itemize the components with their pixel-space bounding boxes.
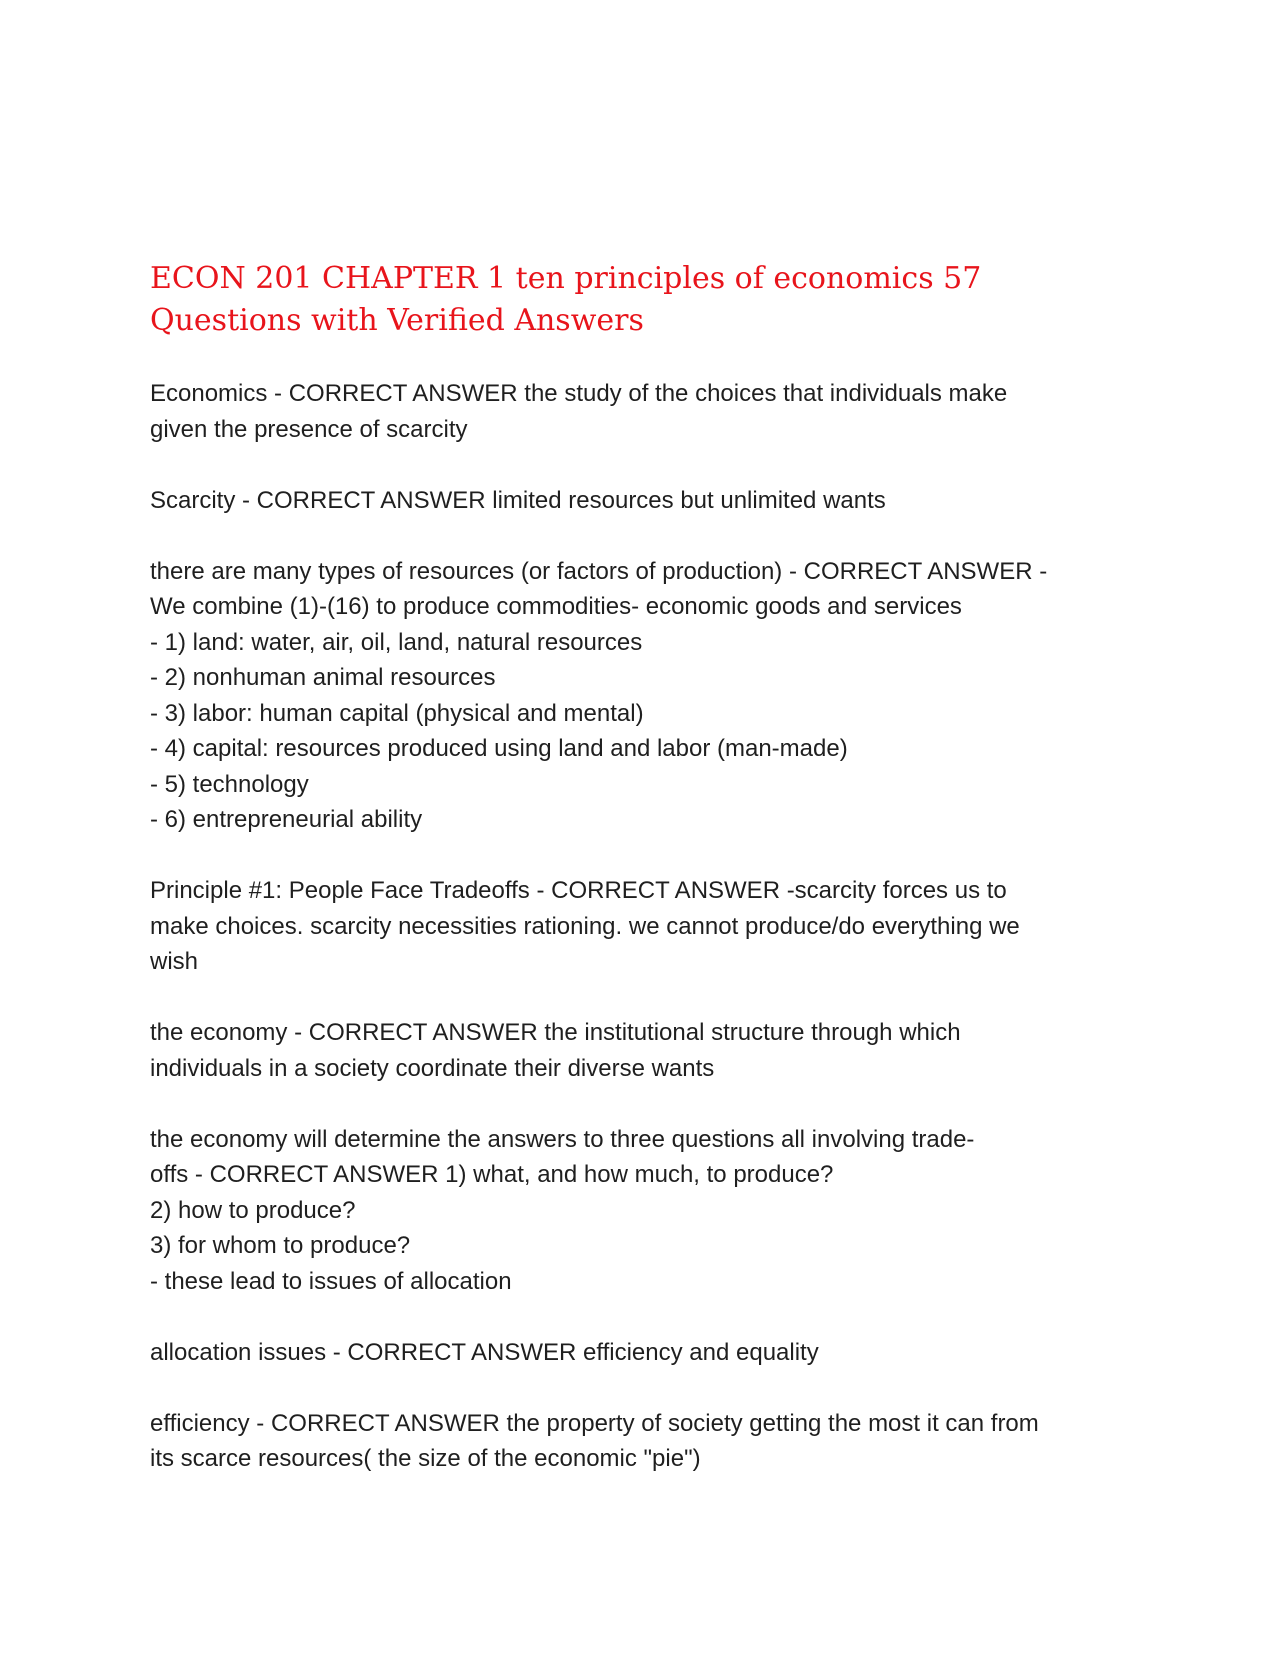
qa-entry-scarcity <box>150 483 1130 519</box>
text-line: Principle #1: People Face Tradeoffs - CORRECT ANSWER -scarcity forces us to <box>150 877 1007 904</box>
text-line: efficiency - CORRECT ANSWER the property of society getting the most it can from <box>150 1409 1039 1437</box>
text-line: individuals in a society coordinate their diverse wants <box>150 1054 715 1082</box>
text-line: - 6) entrepreneurial ability <box>150 806 423 833</box>
text-line: - 2) nonhuman animal resources <box>150 664 496 691</box>
text-line: - these lead to issues of allocation <box>150 1267 512 1295</box>
text-line: - 1) land: water, air, oil, land, natural resources <box>150 628 643 656</box>
text-line: We combine (1)-(16) to produce commodities- economic goods and services <box>150 593 962 620</box>
text-line: there are many types of resources (or factors of production) - CORRECT ANSWER - <box>150 557 1048 585</box>
text-line: make choices. scarcity necessities rationing. we cannot produce/do everything we <box>150 912 1020 940</box>
text-line: - 4) capital: resources produced using land and labor (man-made) <box>150 735 848 762</box>
text-line: allocation issues - CORRECT ANSWER efficiency and equality <box>150 1338 819 1366</box>
qa-entry-three-questions <box>150 1122 1130 1300</box>
text-line: its scarce resources( the size of the economic "pie") <box>150 1445 701 1472</box>
text-line: given the presence of scarcity <box>150 415 468 443</box>
title-line: Questions with Verified Answers <box>150 303 644 338</box>
text-line: 3) for whom to produce? <box>150 1232 411 1259</box>
qa-entry-principle-1 <box>150 873 1130 980</box>
title-line: ECON 201 CHAPTER 1 ten principles of economics 57 <box>150 261 982 296</box>
text-line: 2) how to produce? <box>150 1196 356 1224</box>
qa-entry-the-economy <box>150 1015 1130 1086</box>
qa-entry-efficiency <box>150 1406 1130 1477</box>
text-line: - 3) labor: human capital (physical and mental) <box>150 699 644 727</box>
text-line: the economy will determine the answers to three questions all involving trade- <box>150 1125 975 1153</box>
qa-entry-allocation-issues <box>150 1335 1130 1371</box>
qa-entry-resources <box>150 554 1130 838</box>
text-line: Scarcity - CORRECT ANSWER limited resources but unlimited wants <box>150 486 886 514</box>
text-line: - 5) technology <box>150 770 309 798</box>
text-line: wish <box>150 948 199 975</box>
text-line: the economy - CORRECT ANSWER the institutional structure through which <box>150 1019 961 1046</box>
text-line: offs - CORRECT ANSWER 1) what, and how much, to produce? <box>150 1161 834 1188</box>
document-body <box>150 258 1130 1512</box>
text-line: Economics - CORRECT ANSWER the study of the choices that individuals make <box>150 380 1008 407</box>
document-title <box>150 258 1130 342</box>
qa-entry-economics <box>150 376 1130 447</box>
